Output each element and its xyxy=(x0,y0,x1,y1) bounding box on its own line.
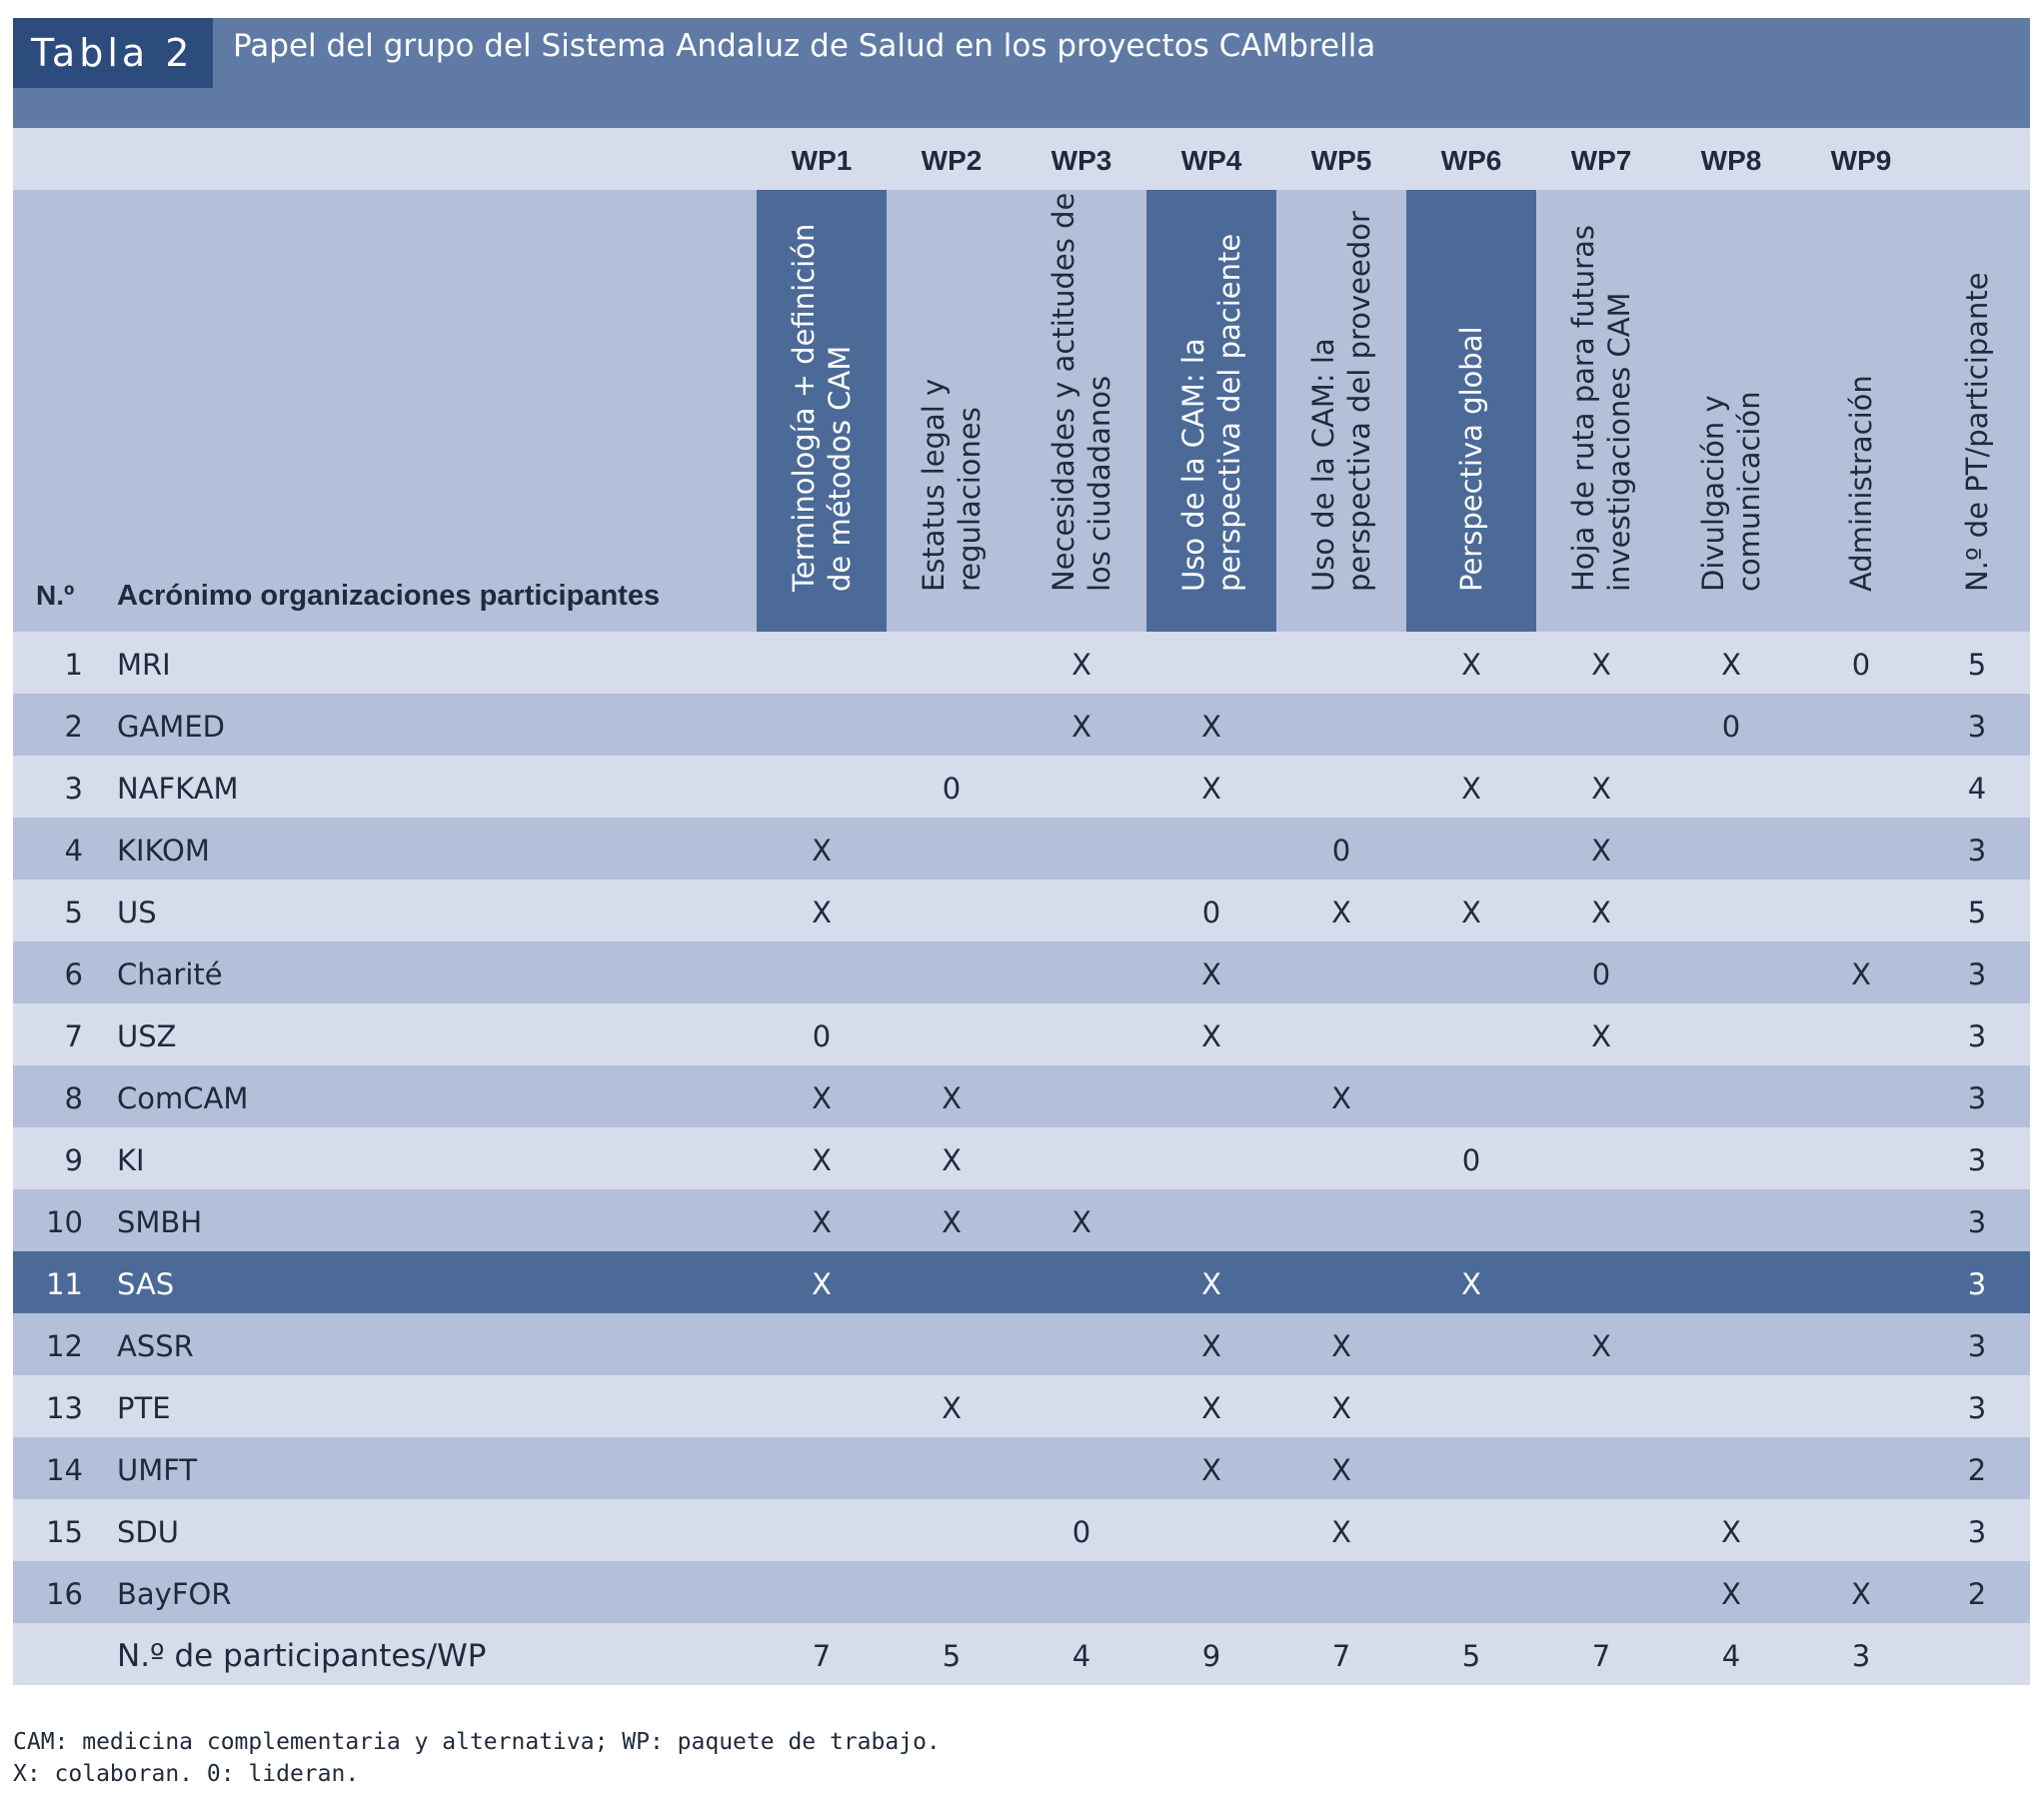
wp-name-text: Divulgación y comunicación xyxy=(1696,391,1766,592)
wp-cell xyxy=(1017,1313,1146,1375)
wp-cell: X xyxy=(1591,834,1611,868)
wp-cell xyxy=(1536,1561,1666,1623)
wp-cell: X xyxy=(1591,1329,1611,1363)
wp-cell xyxy=(1406,1375,1536,1437)
wp-cell xyxy=(1796,1437,1926,1499)
wp-cell xyxy=(1146,818,1276,880)
column-header-acronym: Acrónimo organizaciones participantes xyxy=(117,580,661,612)
wp-cell xyxy=(1146,1561,1276,1623)
wp-cell xyxy=(1276,694,1406,756)
row-number: 8 xyxy=(64,1081,83,1115)
wp-cell xyxy=(757,1313,887,1375)
wp-cell xyxy=(1017,1375,1146,1437)
wp-cell xyxy=(887,1499,1017,1561)
wp-cell xyxy=(887,694,1017,756)
wp-cell xyxy=(1406,1313,1536,1375)
wp-cell: X xyxy=(1201,957,1221,991)
row-number: 13 xyxy=(46,1391,83,1425)
wp-cell: X xyxy=(1851,1577,1871,1611)
row-total: 4 xyxy=(1967,772,1987,806)
wp-cell: X xyxy=(1201,1019,1221,1053)
wp-name-header-6 xyxy=(1406,190,1536,632)
wp-cell: X xyxy=(942,1391,962,1425)
row-acronym: BayFOR xyxy=(117,1577,232,1611)
wp-cell xyxy=(1666,1127,1796,1189)
row-number: 10 xyxy=(46,1205,83,1239)
wp-cell xyxy=(1796,818,1926,880)
wp-cell: X xyxy=(1461,648,1481,682)
wp-cell xyxy=(1796,880,1926,941)
wp-cell xyxy=(887,818,1017,880)
wp-cell xyxy=(1276,1189,1406,1251)
row-number: 16 xyxy=(46,1577,83,1611)
wp-cell xyxy=(1406,1189,1536,1251)
wp-cell: X xyxy=(1851,957,1871,991)
table-row xyxy=(13,1437,2030,1499)
totals-cell: 4 xyxy=(1071,1639,1091,1673)
wp-name-text: Uso de la CAM: la perspectiva del proveedor xyxy=(1306,211,1376,592)
wp-cell: X xyxy=(1201,1329,1221,1363)
wp-cell xyxy=(1276,1127,1406,1189)
totals-cell: 5 xyxy=(942,1639,962,1673)
wp-cell: X xyxy=(1071,648,1091,682)
wp-cell xyxy=(1666,880,1796,941)
wp-cell: X xyxy=(812,834,832,868)
wp-cell xyxy=(1536,1127,1666,1189)
row-total: 3 xyxy=(1967,1143,1987,1177)
wp-name-text: Necesidades y actitudes de los ciudadanos xyxy=(1046,192,1116,592)
wp-cell xyxy=(757,941,887,1003)
wp-cell xyxy=(1406,941,1536,1003)
wp-cell xyxy=(887,1313,1017,1375)
footnote-abbreviations: CAM: medicina complementaria y alternativa; WP: paquete de trabajo. xyxy=(13,1729,941,1755)
wp-cell xyxy=(1666,1189,1796,1251)
wp-cell xyxy=(1146,1065,1276,1127)
row-total: 3 xyxy=(1967,957,1987,991)
wp-cell xyxy=(1146,1127,1276,1189)
total-header xyxy=(1942,190,2012,632)
wp-cell xyxy=(887,1561,1017,1623)
row-number: 4 xyxy=(64,834,83,868)
wp-name-text: Estatus legal y regulaciones xyxy=(917,378,987,592)
wp-cell xyxy=(1666,1251,1796,1313)
wp-cell: X xyxy=(942,1081,962,1115)
row-acronym: SDU xyxy=(117,1515,179,1549)
wp-name-text: Administración xyxy=(1844,375,1878,592)
wp-cell xyxy=(1536,1189,1666,1251)
wp-name-text: Terminología + definición de métodos CAM xyxy=(787,223,857,592)
wp-cell xyxy=(1796,1499,1926,1561)
row-acronym: MRI xyxy=(117,648,171,682)
wp-cell: X xyxy=(1721,1577,1741,1611)
wp-name-header-1 xyxy=(757,190,887,632)
wp-cell xyxy=(757,1561,887,1623)
table-row xyxy=(13,1189,2030,1251)
wp-cell xyxy=(887,1251,1017,1313)
wp-cell xyxy=(1666,1437,1796,1499)
row-acronym: PTE xyxy=(117,1391,171,1425)
totals-cell: 7 xyxy=(1591,1639,1611,1673)
wp-cell: X xyxy=(1721,1515,1741,1549)
wp-cell xyxy=(1536,1437,1666,1499)
wp-cell: 0 xyxy=(1851,648,1871,682)
wp-cell: 0 xyxy=(942,772,962,806)
table-row xyxy=(13,1375,2030,1437)
wp-cell xyxy=(1406,1561,1536,1623)
wp-cell xyxy=(1276,1561,1406,1623)
wp-cell: 0 xyxy=(1721,710,1741,744)
wp-cell xyxy=(757,632,887,694)
table-row xyxy=(13,1561,2030,1623)
row-number: 3 xyxy=(64,772,83,806)
footnote-legend: X: colaboran. 0: lideran. xyxy=(13,1761,360,1787)
wp-name-header-3 xyxy=(1017,190,1146,632)
wp-cell xyxy=(1796,1065,1926,1127)
table-row xyxy=(13,632,2030,694)
row-total: 3 xyxy=(1967,1267,1987,1301)
row-acronym: KI xyxy=(117,1143,145,1177)
row-number: 9 xyxy=(64,1143,83,1177)
wp-cell: 0 xyxy=(812,1019,832,1053)
totals-cell: 3 xyxy=(1851,1639,1871,1673)
row-acronym: ComCAM xyxy=(117,1081,249,1115)
row-total: 3 xyxy=(1967,1391,1987,1425)
totals-label: N.º de participantes/WP xyxy=(117,1638,487,1674)
wp-cell xyxy=(1017,941,1146,1003)
row-acronym: NAFKAM xyxy=(117,772,239,806)
wp-name-header-5 xyxy=(1276,190,1406,632)
wp-cell xyxy=(1406,1437,1536,1499)
wp-cell xyxy=(1666,1375,1796,1437)
wp-cell xyxy=(757,1375,887,1437)
wp-cell: X xyxy=(1331,1329,1351,1363)
wp-cell: X xyxy=(812,1081,832,1115)
total-header-text: N.º de PT/participante xyxy=(1960,272,1994,592)
row-acronym: Charité xyxy=(117,957,223,991)
wp-code-5: WP5 xyxy=(1310,145,1372,176)
wp-cell xyxy=(1666,818,1796,880)
wp-cell xyxy=(1796,1003,1926,1065)
wp-cell: X xyxy=(1071,710,1091,744)
table-row xyxy=(13,1251,2030,1313)
column-header-number: N.º xyxy=(36,580,75,611)
wp-name-text: Hoja de ruta para futuras investigaciones CAM xyxy=(1566,225,1636,592)
wp-cell: X xyxy=(1461,896,1481,929)
row-number: 12 xyxy=(46,1329,83,1363)
row-acronym: UMFT xyxy=(117,1453,198,1487)
wp-cell xyxy=(1796,1127,1926,1189)
wp-cell xyxy=(1796,756,1926,818)
wp-cell: 0 xyxy=(1331,834,1351,868)
row-total: 3 xyxy=(1967,1329,1987,1363)
wp-cell: X xyxy=(1331,1081,1351,1115)
row-total: 3 xyxy=(1967,1205,1987,1239)
table-row xyxy=(13,1127,2030,1189)
table-row xyxy=(13,1499,2030,1561)
table-title: Papel del grupo del Sistema Andaluz de Salud en los proyectos CAMbrella xyxy=(233,28,1376,64)
wp-cell xyxy=(1146,632,1276,694)
wp-cell xyxy=(1666,941,1796,1003)
wp-cell: X xyxy=(1591,896,1611,929)
row-number: 1 xyxy=(64,648,83,682)
row-acronym: SAS xyxy=(117,1267,175,1301)
row-number: 11 xyxy=(46,1267,83,1301)
wp-cell xyxy=(1017,818,1146,880)
wp-name-header-9 xyxy=(1796,190,1926,632)
wp-cell xyxy=(887,880,1017,941)
wp-code-4: WP4 xyxy=(1180,145,1242,176)
wp-code-9: WP9 xyxy=(1830,145,1892,176)
wp-cell xyxy=(1276,1251,1406,1313)
wp-cell xyxy=(1666,756,1796,818)
wp-cell: 0 xyxy=(1461,1143,1481,1177)
table-row xyxy=(13,1003,2030,1065)
wp-cell xyxy=(1276,632,1406,694)
wp-cell xyxy=(1536,694,1666,756)
wp-cell: X xyxy=(1461,1267,1481,1301)
totals-cell: 5 xyxy=(1461,1639,1481,1673)
row-number: 7 xyxy=(64,1019,83,1053)
wp-cell xyxy=(1017,1065,1146,1127)
wp-cell xyxy=(887,1437,1017,1499)
table-number-label: Tabla 2 xyxy=(13,18,213,88)
totals-cell: 7 xyxy=(1331,1639,1351,1673)
totals-row xyxy=(13,1623,2030,1685)
row-acronym: US xyxy=(117,896,157,929)
wp-cell xyxy=(1536,1251,1666,1313)
wp-name-header-2 xyxy=(887,190,1017,632)
wp-cell xyxy=(1406,694,1536,756)
wp-cell: X xyxy=(1331,896,1351,929)
wp-cell xyxy=(1406,1499,1536,1561)
row-acronym: ASSR xyxy=(117,1329,194,1363)
wp-cell xyxy=(1796,1313,1926,1375)
wp-cell: X xyxy=(1071,1205,1091,1239)
wp-cell: X xyxy=(1201,1391,1221,1425)
row-number: 6 xyxy=(64,957,83,991)
wp-cell: X xyxy=(1331,1391,1351,1425)
table-row xyxy=(13,880,2030,941)
wp-cell xyxy=(757,694,887,756)
wp-cell: X xyxy=(1591,648,1611,682)
wp-cell: X xyxy=(1201,1453,1221,1487)
wp-cell: 0 xyxy=(1071,1515,1091,1549)
wp-cell xyxy=(1276,756,1406,818)
row-acronym: KIKOM xyxy=(117,834,210,868)
wp-code-8: WP8 xyxy=(1700,145,1762,176)
wp-code-1: WP1 xyxy=(791,145,853,176)
row-total: 3 xyxy=(1967,710,1987,744)
table-row xyxy=(13,694,2030,756)
wp-cell: X xyxy=(1201,1267,1221,1301)
wp-cell: X xyxy=(1591,772,1611,806)
wp-cell xyxy=(1536,1499,1666,1561)
wp-cell: X xyxy=(1591,1019,1611,1053)
wp-cell xyxy=(1017,1127,1146,1189)
row-acronym: SMBH xyxy=(117,1205,203,1239)
wp-cell: X xyxy=(812,1205,832,1239)
row-total: 5 xyxy=(1967,648,1987,682)
table-row xyxy=(13,941,2030,1003)
wp-cell xyxy=(1017,1003,1146,1065)
wp-cell xyxy=(1406,818,1536,880)
wp-cell xyxy=(757,1437,887,1499)
row-number: 2 xyxy=(64,710,83,744)
wp-cell: X xyxy=(1331,1515,1351,1549)
wp-cell xyxy=(1666,1065,1796,1127)
table-row xyxy=(13,756,2030,818)
wp-name-header-7 xyxy=(1536,190,1666,632)
wp-code-2: WP2 xyxy=(921,145,983,176)
wp-cell: X xyxy=(812,1267,832,1301)
wp-cell: X xyxy=(1721,648,1741,682)
wp-cell: 0 xyxy=(1201,896,1221,929)
wp-cell: X xyxy=(1201,772,1221,806)
wp-cell xyxy=(887,941,1017,1003)
wp-cell: X xyxy=(1201,710,1221,744)
wp-cell: X xyxy=(812,896,832,929)
wp-cell xyxy=(1406,1065,1536,1127)
wp-cell xyxy=(887,1003,1017,1065)
wp-cell: X xyxy=(1461,772,1481,806)
row-total: 5 xyxy=(1967,896,1987,929)
wp-cell xyxy=(1017,880,1146,941)
wp-cell: X xyxy=(1331,1453,1351,1487)
wp-name-header-4 xyxy=(1146,190,1276,632)
wp-cell xyxy=(1666,1003,1796,1065)
wp-cell xyxy=(1406,1003,1536,1065)
row-total: 2 xyxy=(1967,1453,1987,1487)
totals-cell: 9 xyxy=(1201,1639,1221,1673)
row-acronym: USZ xyxy=(117,1019,177,1053)
wp-cell xyxy=(1017,1251,1146,1313)
wp-cell: 0 xyxy=(1591,957,1611,991)
wp-code-3: WP3 xyxy=(1050,145,1112,176)
wp-name-text: Perspectiva global xyxy=(1454,326,1488,592)
wp-cell xyxy=(1796,694,1926,756)
wp-cell xyxy=(1017,1437,1146,1499)
row-number: 15 xyxy=(46,1515,83,1549)
wp-cell: X xyxy=(942,1205,962,1239)
wp-cell xyxy=(1536,1065,1666,1127)
wp-cell xyxy=(1276,941,1406,1003)
wp-cell xyxy=(1796,1251,1926,1313)
totals-cell: 7 xyxy=(812,1639,832,1673)
wp-name-text: Uso de la CAM: la perspectiva del paciente xyxy=(1176,233,1246,592)
wp-cell xyxy=(1146,1499,1276,1561)
row-total: 3 xyxy=(1967,834,1987,868)
wp-cell xyxy=(1276,1003,1406,1065)
wp-name-header-8 xyxy=(1666,190,1796,632)
row-total: 2 xyxy=(1967,1577,1987,1611)
wp-cell xyxy=(757,756,887,818)
table-row xyxy=(13,818,2030,880)
wp-cell xyxy=(1017,756,1146,818)
table-row xyxy=(13,1313,2030,1375)
table-row xyxy=(13,1065,2030,1127)
row-number: 14 xyxy=(46,1453,83,1487)
wp-cell xyxy=(1017,1561,1146,1623)
wp-cell xyxy=(887,632,1017,694)
wp-cell xyxy=(757,1499,887,1561)
totals-cell: 4 xyxy=(1721,1639,1741,1673)
wp-cell xyxy=(1536,1375,1666,1437)
row-total: 3 xyxy=(1967,1515,1987,1549)
wp-cell: X xyxy=(812,1143,832,1177)
wp-code-7: WP7 xyxy=(1570,145,1632,176)
wp-cell xyxy=(1796,1375,1926,1437)
wp-cell xyxy=(1796,1189,1926,1251)
row-total: 3 xyxy=(1967,1081,1987,1115)
wp-cell: X xyxy=(942,1143,962,1177)
wp-cell xyxy=(1666,1313,1796,1375)
wp-code-6: WP6 xyxy=(1440,145,1502,176)
wp-cell xyxy=(1146,1189,1276,1251)
row-total: 3 xyxy=(1967,1019,1987,1053)
row-acronym: GAMED xyxy=(117,710,225,744)
row-number: 5 xyxy=(64,896,83,929)
